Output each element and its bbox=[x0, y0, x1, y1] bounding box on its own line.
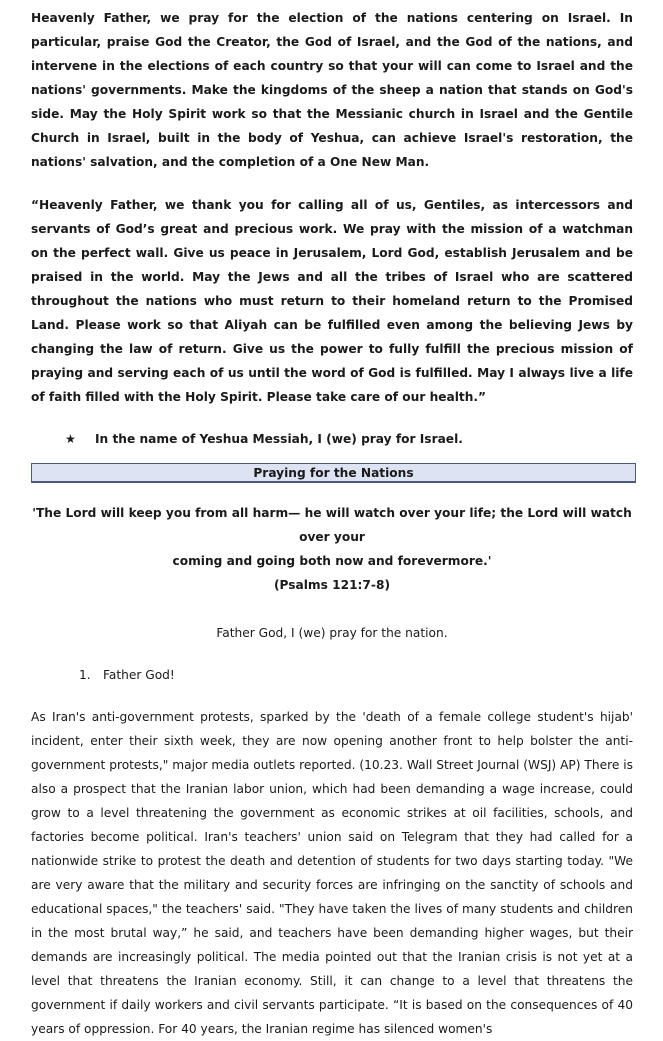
verse-reference: (Psalms 121:7-8) bbox=[273, 578, 391, 592]
body-paragraph-iran: As Iran's anti-government protests, sparked by the 'death of a female college student's hijab' incident, enter their sixth week, they are now opening another front to help bolster the anti-government protests," major media outlets reported. (10.23. Wall Street Journal (WSJ) AP) There is also a prospect that the Iranian labor union, which had been demanding a wage increase, could grow to a level threatening the government as economic strikes at oil facilities, schools, and factories become political. Iran's teachers' union said on Telegram that they had called for a nationwide strike to protest the death and detention of students for two days starting today. "We are very aware that the military and security forces are infringing on the sanctity of schools and educational spaces," the teachers' said. "They have taken the lives of many students and children in the most brutal way,” he said, and teachers have been demanding higher wages, but their demands are increasingly political. The media pointed out that the Iranian crisis is not yet at a level that threatens the Iranian economy. Still, it can change to a level that threatens the government if daily workers and civil servants participate. “It is based on the consequences of 40 years of oppression. For 40 years, the Iranian regime has silenced women's bbox=[31, 710, 633, 1036]
prayer-paragraph-intercessors: “Heavenly Father, we thank you for calling all of us, Gentiles, as intercessors and servants of God’s great and precious work. We pray with the mission of a watchman on the perfect wall. Give us peace in Jerusalem, Lord God, establish Jerusalem and be praised in the world. May the Jews and all the tribes of Israel who are scattered throughout the nations who must return to their homeland return to the Promised Land. Please work so that Aliyah can be fulfilled even among the believing Jews by changing the law of return. Give us the power to fully fulfill the precious mission of praying and serving each of us until the word of God is fulfilled. May I always live a life of faith filled with the Holy Spirit. Please take care of our health.” bbox=[31, 198, 633, 404]
bullet-item bbox=[31, 427, 633, 451]
section-title: Praying for the Nations bbox=[253, 466, 414, 480]
bullet-text: In the name of Yeshua Messiah, I (we) pray for Israel. bbox=[95, 432, 463, 446]
scripture-verse bbox=[31, 501, 633, 597]
nation-prayer-line: Father God, I (we) pray for the nation. bbox=[216, 626, 448, 640]
document-page bbox=[31, 6, 633, 1041]
list-item-text: Father God! bbox=[103, 668, 175, 682]
verse-line-2: coming and going both now and forevermore.' bbox=[172, 554, 492, 568]
verse-line-1: 'The Lord will keep you from all harm— he will watch over your life; the Lord will watch over your bbox=[32, 506, 632, 544]
numbered-list-item bbox=[31, 663, 633, 687]
prayer-paragraph-elections: Heavenly Father, we pray for the election of the nations centering on Israel. In particular, praise God the Creator, the God of Israel, and the God of the nations, and intervene in the elections of each country so that your will can come to Israel and the nations' governments. Make the kingdoms of the sheep a nation that stands on God's side. May the Holy Spirit work so that the Messianic church in Israel and the Gentile Church in Israel, built in the body of Yeshua, can achieve Israel's restoration, the nations' salvation, and the completion of a One New Man. bbox=[31, 11, 633, 169]
star-icon: ★ bbox=[65, 432, 76, 446]
list-number: 1. bbox=[79, 668, 91, 682]
section-banner bbox=[31, 463, 636, 483]
